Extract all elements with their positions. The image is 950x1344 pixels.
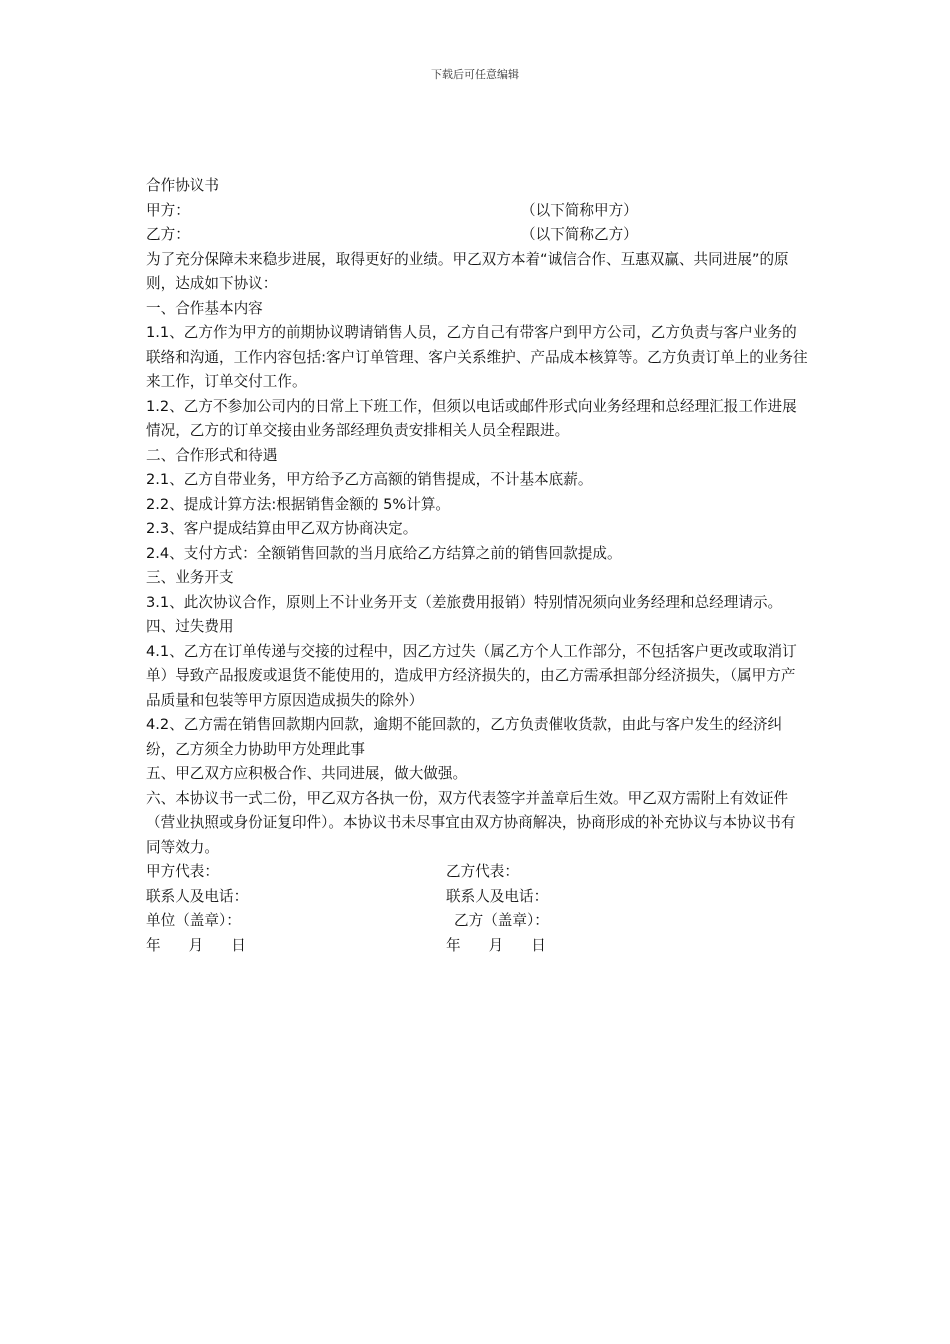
- party-b-note: （以下简称乙方）: [521, 226, 638, 243]
- party-b-row: [146, 223, 810, 248]
- party-a-contact: 联系人及电话：: [146, 887, 249, 905]
- clause-2-1: 2.1、乙方自带业务，甲方给予乙方高额的销售提成，不计基本底薪。: [146, 471, 593, 488]
- party-a-row: [146, 199, 810, 224]
- party-a-seal: 单位（盖章）：: [146, 912, 241, 929]
- contact-row: [146, 885, 810, 910]
- clause-1-1: 1.1、乙方作为甲方的前期协议聘请销售人员，乙方自己有带客户到甲方公司，乙方负责与客户业务的联络和沟通，工作内容包括:客户订单管理、客户关系维护、产品成本核算等。乙方负责订单上的业务往来工作，订单交付工作。: [146, 324, 808, 390]
- clause-4-1: 4.1、乙方在订单传递与交接的过程中，因乙方过失（属乙方个人工作部分，不包括客户更改或取消订单）导致产品报废或退货不能使用的，造成甲方经济损失的，由乙方需承担部分经济损失，（属甲方产品质量和包装等甲方原因造成损失的除外）: [146, 642, 797, 709]
- intro-paragraph: 为了充分保障未来稳步进展，取得更好的业绩。甲乙双方本着“诚信合作、互惠双赢、共同进展”的原则，达成如下协议：: [146, 250, 789, 292]
- clause-1-2: 1.2、乙方不参加公司内的日常上下班工作，但须以电话或邮件形式向业务经理和总经理汇报工作进展情况，乙方的订单交接由业务部经理负责安排相关人员全程跟进。: [146, 397, 797, 439]
- section-6: 六、本协议书一式二份，甲乙双方各执一份，双方代表签字并盖章后生效。甲乙双方需附上有效证件（营业执照或身份证复印件）。本协议书未尽事宜由双方协商解决，协商形成的补充协议与本协议书有同等效力。: [146, 789, 796, 856]
- page-header: 下载后可任意编辑: [431, 68, 519, 81]
- party-a-date: [146, 934, 446, 959]
- day-label: 日: [231, 936, 246, 954]
- section-heading-4: 四、过失费用: [146, 618, 234, 635]
- date-row: [146, 934, 810, 959]
- party-b-date: [446, 934, 546, 959]
- representative-row: [146, 860, 810, 885]
- clause-3-1: 3.1、此次协议合作，原则上不计业务开支（差旅费用报销）特别情况须向业务经理和总经理请示。: [146, 593, 783, 611]
- year-label: 年: [446, 936, 461, 954]
- party-a-label: 甲方：: [146, 201, 190, 219]
- section-5: 五、甲乙双方应积极合作、共同进展，做大做强。: [146, 765, 468, 782]
- month-label: 月: [488, 936, 504, 954]
- party-b-label: 乙方：: [146, 226, 190, 243]
- seal-row: [146, 909, 810, 934]
- party-a-representative: 甲方代表：: [146, 863, 219, 880]
- party-b-seal: 乙方（盖章）：: [454, 912, 549, 929]
- party-b-contact: 联系人及电话：: [446, 887, 549, 905]
- section-heading-2: 二、合作形式和待遇: [146, 446, 278, 464]
- section-heading-3: 三、业务开支: [146, 569, 234, 586]
- clause-2-3: 2.3、客户提成结算由甲乙双方协商决定。: [146, 520, 418, 537]
- day-label: 日: [531, 936, 546, 954]
- month-label: 月: [188, 936, 204, 954]
- clause-2-4: 2.4、支付方式：全额销售回款的当月底给乙方结算之前的销售回款提成。: [146, 544, 622, 562]
- clause-4-2: 4.2、乙方需在销售回款期内回款，逾期不能回款的，乙方负责催收货款，由此与客户发生的经济纠纷，乙方须全力协助甲方处理此事: [146, 716, 783, 758]
- party-b-representative: 乙方代表：: [446, 863, 519, 880]
- section-heading-1: 一、合作基本内容: [146, 299, 263, 317]
- year-label: 年: [146, 936, 161, 954]
- clause-2-2: 2.2、提成计算方法:根据销售金额的 5%计算。: [146, 495, 451, 513]
- document-title: 合作协议书: [146, 177, 219, 194]
- party-a-note: （以下简称甲方）: [521, 201, 638, 219]
- agreement-document: [146, 174, 810, 958]
